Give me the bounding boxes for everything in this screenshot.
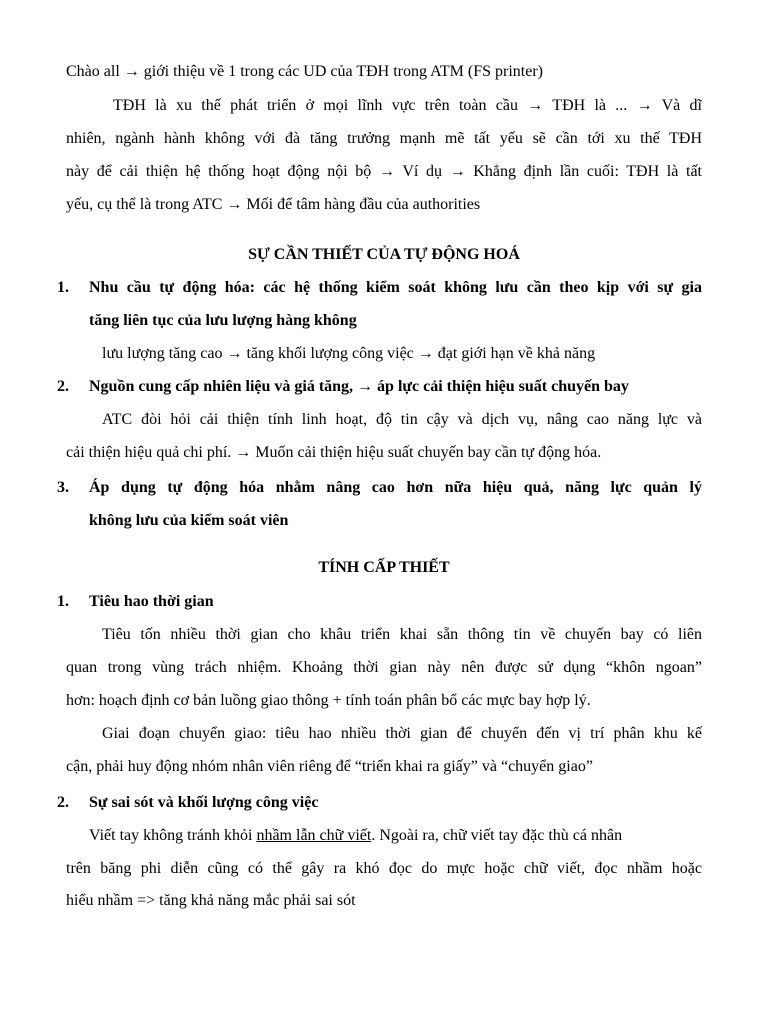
section-heading: SỰ CẦN THIẾT CỦA TỰ ĐỘNG HOÁ: [248, 246, 520, 263]
section-heading: TÍNH CẤP THIẾT: [318, 559, 450, 576]
list-item-body: Giai đoạn chuyển giao: tiêu hao nhiều thời gian để chuyển đến vị trí phân khu kế: [102, 725, 702, 742]
list-item-body: cận, phải huy động nhóm nhân viên riêng để “triển khai ra giấy” và “chuyển giao”: [66, 758, 593, 775]
intro-paragraph-line: nhiên, ngành hành không với đà tăng trưởng mạnh mẽ tất yếu sẽ cần tới xu thế TĐH: [66, 130, 702, 147]
intro-greeting: Chào all → giới thiệu về 1 trong các UD của TĐH trong ATM (FS printer): [66, 63, 543, 80]
underlined-text: nhầm lẫn chữ viết: [256, 827, 372, 844]
list-number: 2.: [57, 378, 69, 395]
list-number: 3.: [57, 479, 69, 496]
list-item-body: trên băng phi diễn cũng có thể gây ra khó đọc do mực hoặc chữ viết, đọc nhầm hoặc: [66, 860, 702, 877]
list-item-title: Áp dụng tự động hóa nhằm nâng cao hơn nữa hiệu quả, năng lực quản lý: [89, 479, 702, 496]
list-item-body: lưu lượng tăng cao → tăng khối lượng công việc → đạt giới hạn về khả năng: [102, 345, 596, 362]
list-item-body: cải thiện hiệu quả chi phí. → Muốn cải thiện hiệu suất chuyến bay cần tự động hóa.: [66, 444, 602, 461]
body-text: Viết tay không tránh khỏi: [89, 827, 257, 844]
list-item-title: Tiêu hao thời gian: [89, 593, 214, 610]
list-item-body: quan trong vùng trách nhiệm. Khoảng thời gian này nên được sử dụng “khôn ngoan”: [66, 659, 702, 676]
list-item-title: không lưu của kiểm soát viên: [89, 512, 289, 529]
list-item-body: Tiêu tốn nhiều thời gian cho khâu triển khai sẵn thông tin về chuyến bay có liên: [102, 626, 702, 643]
list-item-title: Sự sai sót và khối lượng công việc: [89, 794, 319, 811]
list-item-body: hơn: hoạch định cơ bản luồng giao thông + tính toán phân bổ các mực bay hợp lý.: [66, 692, 591, 709]
list-item-title: tăng liên tục của lưu lượng hàng không: [89, 312, 357, 329]
intro-paragraph-line: TĐH là xu thế phát triển ở mọi lĩnh vực trên toàn cầu → TĐH là ... → Và dĩ: [113, 97, 702, 114]
body-text: . Ngoài ra, chữ viết tay đặc thù cá nhân: [371, 827, 623, 844]
list-item-title: Nguồn cung cấp nhiên liệu và giá tăng, → áp lực cải thiện hiệu suất chuyến bay: [89, 378, 629, 395]
list-item-body: [89, 826, 702, 846]
intro-paragraph-line: này để cải thiện hệ thống hoạt động nội bộ → Ví dụ → Khẳng định lần cuối: TĐH là tất: [66, 163, 702, 180]
list-number: 1.: [57, 593, 69, 610]
list-item-title: Nhu cầu tự động hóa: các hệ thống kiểm soát không lưu cần theo kịp với sự gia: [89, 279, 702, 296]
intro-paragraph-line: yếu, cụ thể là trong ATC → Mối để tâm hàng đầu của authorities: [66, 196, 481, 213]
list-item-body: ATC đòi hỏi cải thiện tính linh hoạt, độ tin cậy và dịch vụ, nâng cao năng lực và: [102, 411, 702, 428]
list-number: 2.: [57, 794, 69, 811]
list-number: 1.: [57, 279, 69, 296]
list-item-body: hiểu nhầm => tăng khả năng mắc phải sai sót: [66, 892, 356, 909]
